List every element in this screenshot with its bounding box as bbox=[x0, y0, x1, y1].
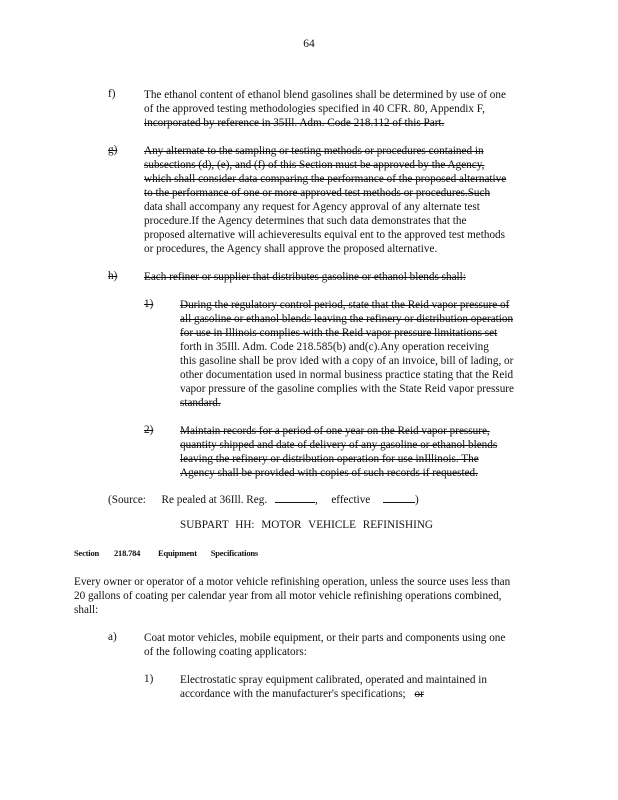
g-line-4: or procedures, the Agency shall approve the proposed alternative. bbox=[144, 243, 438, 255]
f-struck-line: incorporated by reference in 35Ill. Adm. Code 218.112 of this Part. bbox=[144, 117, 445, 129]
source-text-repealed: Re pealed at 36Ill. Reg. bbox=[161, 494, 268, 506]
g-struck-line-2: subsections (d), (e), and (f) of this Section must be approved by the Agency, bbox=[144, 159, 485, 171]
h1-line-4: vapor pressure of the gasoline complies with the State Reid vapor pressure bbox=[180, 383, 514, 395]
item-label-g: g) bbox=[108, 144, 118, 156]
a1-line-1: Electrostatic spray equipment calibrated, operated and maintained in bbox=[180, 674, 487, 686]
subitem-label-a1: 1) bbox=[144, 673, 154, 685]
item-label-h: h) bbox=[108, 270, 118, 282]
a1-line-2-text: accordance with the manufacturer's specifications; bbox=[180, 688, 406, 700]
source-blank-date bbox=[383, 492, 415, 503]
section-word: Section bbox=[74, 548, 100, 558]
h1-struck-end: standard. bbox=[180, 397, 221, 409]
f-line-1: The ethanol content of ethanol blend gasolines shall be determined by use of one bbox=[144, 89, 506, 101]
h1-struck-line-2: all gasoline or ethanol blends leaving the refinery or distribution operation bbox=[180, 313, 514, 325]
g-struck-line-3: which shall consider data comparing the performance of the proposed alternative bbox=[144, 173, 507, 185]
g-line-2: procedure.If the Agency determines that such data demonstrates that the bbox=[144, 215, 467, 227]
g-struck-line-1: Any alternate to the sampling or testing methods or procedures contained in bbox=[144, 145, 484, 157]
subitem-label-h2: 2) bbox=[144, 424, 154, 436]
source-text-effective: effective bbox=[331, 494, 371, 506]
subitem-label-h1: 1) bbox=[144, 298, 154, 310]
intro-line-2: 20 gallons of coating per calendar year from all motor vehicle refinishing operations combined, bbox=[74, 590, 502, 602]
intro-line-3: shall: bbox=[74, 604, 99, 616]
source-note bbox=[108, 492, 419, 507]
source-open: (Source: bbox=[108, 494, 146, 506]
source-comma: , bbox=[314, 494, 318, 506]
h1-struck-line-3: for use in Illinois complies with the Reid vapor pressure limitations set bbox=[180, 327, 498, 339]
g-line-3: proposed alternative will achieveresults equival ent to the approved test methods bbox=[144, 229, 505, 241]
source-blank-register bbox=[275, 492, 315, 503]
a-line-2: of the following coating applicators: bbox=[144, 646, 307, 658]
item-label-a: a) bbox=[108, 631, 117, 643]
intro-line-1: Every owner or operator of a motor vehicle refinishing operation, unless the source uses less than bbox=[74, 576, 511, 588]
h1-struck-line-1: During the regulatory control period, state that the Reid vapor pressure of bbox=[180, 299, 510, 311]
section-number: 218.784 bbox=[114, 548, 141, 558]
g-line-1: data shall accompany any request for Agency approval of any alternate test bbox=[144, 201, 480, 213]
h1-line-3: other documentation used in normal business practice stating that the Reid bbox=[180, 369, 514, 381]
g-struck-line-4: to the performance of one or more approved test methods or procedures.Such bbox=[144, 187, 491, 199]
h2-struck-line-1: Maintain records for a period of one year on the Reid vapor pressure, bbox=[180, 425, 490, 437]
h2-struck-line-2: quantity shipped and date of delivery of any gasoline or ethanol blends bbox=[180, 439, 498, 451]
a1-struck-or: or bbox=[414, 688, 424, 700]
h-struck-line: Each refiner or supplier that distributes gasoline or ethanol blends shall: bbox=[144, 271, 466, 283]
source-close: ) bbox=[415, 494, 419, 506]
h2-struck-line-3: leaving the refinery or distribution operation for use inIllinois. The bbox=[180, 453, 479, 465]
subpart-title: SUBPART HH: MOTOR VEHICLE REFINISHING bbox=[180, 519, 433, 531]
a1-line-2 bbox=[180, 687, 424, 701]
item-label-f: f) bbox=[108, 88, 116, 100]
a-line-1: Coat motor vehicles, mobile equipment, or their parts and components using one bbox=[144, 632, 506, 644]
f-line-2: of the approved testing methodologies specified in 40 CFR. 80, Appendix F, bbox=[144, 103, 485, 115]
h1-line-1: forth in 35Ill. Adm. Code 218.585(b) and(c).Any operation receiving bbox=[180, 341, 489, 353]
h1-line-2: this gasoline shall be prov ided with a copy of an invoice, bill of lading, or bbox=[180, 355, 514, 367]
section-title: Equipment Specifications bbox=[158, 548, 259, 558]
h2-struck-line-4: Agency shall be provided with copies of such records if requested. bbox=[180, 467, 478, 479]
page-number: 64 bbox=[303, 38, 315, 50]
